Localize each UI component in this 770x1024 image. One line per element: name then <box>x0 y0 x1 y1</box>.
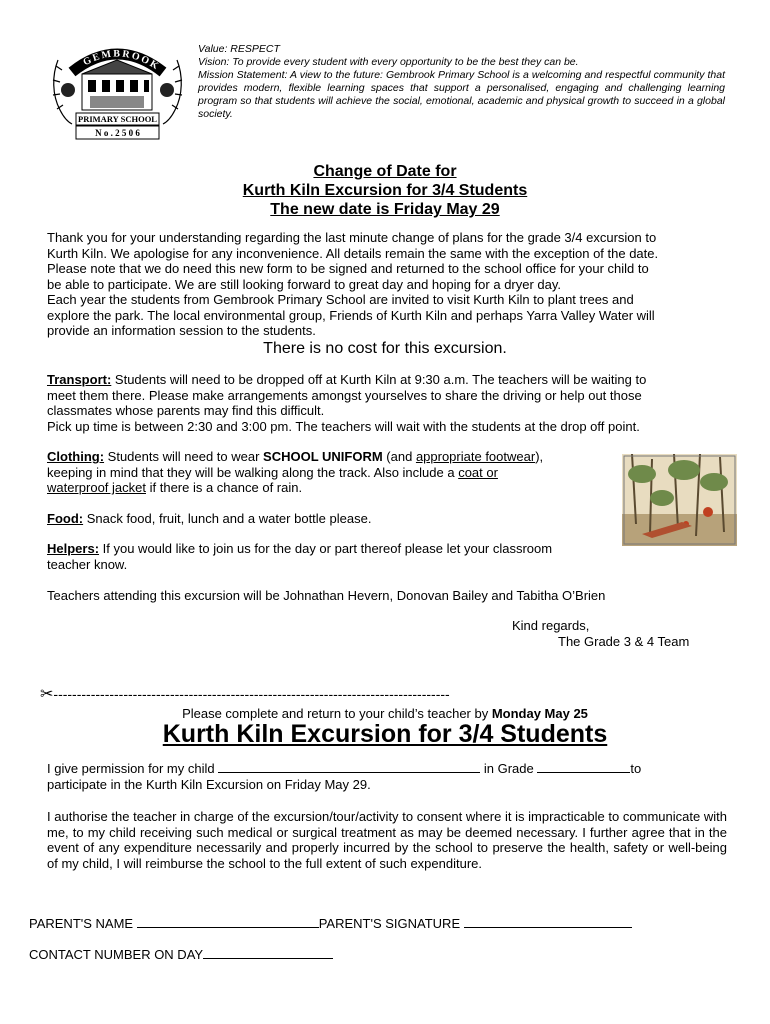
food-label: Food: <box>47 511 84 526</box>
jacket-text: waterproof jacket <box>47 480 146 495</box>
value-line: Value: RESPECT <box>198 43 280 55</box>
mission-statement: Mission Statement: A view to the future: Gembrook Primary School is a welcoming and respectful community that provides modern, flexible learning spaces that support a personalised, engaging and challenging learning program so that students will achieve the social, emotional, academic and physical growth to succeed in a global society. <box>198 69 725 120</box>
svg-text:PRIMARY SCHOOL: PRIMARY SCHOOL <box>78 114 157 124</box>
clothing-section <box>47 449 617 496</box>
title-line-1: Change of Date for <box>313 163 457 180</box>
parent-signature-field[interactable] <box>464 915 632 928</box>
intro-line: Kurth Kiln. We apologise for any inconvenience. All details remain the same with the exception of the date. <box>47 245 659 261</box>
helpers-section <box>47 541 617 572</box>
helpers-label: Helpers: <box>47 541 100 556</box>
intro-line: be able to participate. We are still looking forward to great day and hoping for a dryer day. <box>47 276 562 292</box>
kind-regards: Kind regards, <box>512 618 590 633</box>
clothing-label: Clothing: <box>47 449 105 464</box>
team-signature: The Grade 3 & 4 Team <box>558 633 690 649</box>
intro-line: explore the park. The local environmental group, Friends of Kurth Kiln and perhaps Yarra Valley Water will <box>47 307 655 323</box>
intro-line: Each year the students from Gembrook Primary School are invited to visit Kurth Kiln to plant trees and <box>47 292 634 307</box>
parent-name-label: PARENT'S NAME <box>29 916 137 931</box>
transport-text: meet them there. Please make arrangements amongst yourselves to share the driving or help out those <box>47 387 642 403</box>
title-line-2: Kurth Kiln Excursion for 3/4 Students <box>242 182 528 199</box>
dashed-line: ------------------------------------------------------------------------------------- <box>53 686 450 702</box>
clothing-text: Students will need to wear <box>104 449 264 464</box>
svg-text:GEMBROOK: GEMBROOK <box>81 48 162 73</box>
permission-text: in Grade <box>480 761 538 776</box>
signoff <box>512 618 732 649</box>
transport-label: Transport: <box>47 372 112 387</box>
clothing-text: if there is a chance of rain. <box>146 480 303 495</box>
intro-paragraph <box>47 230 727 339</box>
parent-fields <box>29 915 632 931</box>
contact-number-field[interactable] <box>203 946 333 959</box>
return-date: Monday May 25 <box>491 706 588 721</box>
clothing-text: ), <box>535 449 544 464</box>
svg-text:N o . 2 5 0 6: N o . 2 5 0 6 <box>95 128 140 138</box>
helpers-text: teacher know. <box>47 556 128 572</box>
grade-field[interactable] <box>537 760 630 773</box>
permission-text: I give permission for my child <box>47 761 219 776</box>
instruction-text: Please complete and return to your child’s teacher by <box>182 706 492 721</box>
transport-text: Students will need to be dropped off at Kurth Kiln at 9:30 a.m. The teachers will be waiting to <box>111 372 647 387</box>
clothing-text: (and <box>382 449 416 464</box>
intro-line: Thank you for your understanding regarding the last minute change of plans for the grade 3/4 excursion to <box>47 230 657 245</box>
title-line-3: The new date is Friday May 29 <box>270 201 500 218</box>
scissors-icon: ✂ <box>40 686 54 703</box>
child-name-field[interactable] <box>218 760 480 773</box>
permission-section <box>47 760 727 792</box>
school-logo <box>50 40 185 140</box>
parent-name-field[interactable] <box>137 915 319 928</box>
form-title: Kurth Kiln Excursion for 3/4 Students <box>162 720 608 748</box>
intro-line: provide an information session to the students. <box>47 323 316 338</box>
contact-fields <box>29 946 333 962</box>
parent-signature-label: PARENT'S SIGNATURE <box>318 916 464 931</box>
coat-text: coat or <box>458 464 498 480</box>
teachers-attending: Teachers attending this excursion will be Johnathan Hevern, Donovan Bailey and Tabitha O’Brien <box>47 588 606 603</box>
school-uniform: SCHOOL UNIFORM <box>263 449 383 464</box>
vision-line: Vision: To provide every student with every opportunity to be the best they can be. <box>198 56 579 68</box>
school-header <box>198 43 725 121</box>
permission-text: participate in the Kurth Kiln Excursion on Friday May 29. <box>47 776 371 792</box>
contact-number-label: CONTACT NUMBER ON DAY <box>29 947 204 962</box>
no-cost-notice: There is no cost for this excursion. <box>263 340 507 357</box>
intro-line: Please note that we do need this new form to be signed and returned to the school office for your child to <box>47 261 649 276</box>
pickup-time: Pick up time is between 2:30 and 3:00 pm. The teachers will wait with the students at the drop off point. <box>47 418 640 434</box>
cut-line <box>40 684 640 704</box>
notice-title <box>0 162 770 219</box>
clothing-text: keeping in mind that they will be walking along the track. Also include a <box>47 464 459 480</box>
food-text: Snack food, fruit, lunch and a water bottle please. <box>83 511 372 526</box>
authorise-paragraph: I authorise the teacher in charge of the excursion/tour/activity to consent where it is impracticable to communicate with me, to my child receiving such medical or surgical treatment as may be deemed necessary. I further agree that in the event of any expenditure necessarily and properly incurred by the school to preserve the health, safety or well-being of my child, I will reimburse the school to the full extent of such expenditure. <box>47 809 727 871</box>
return-instruction <box>0 706 770 721</box>
footwear-text: appropriate footwear <box>415 449 536 464</box>
helpers-text: If you would like to join us for the day or part thereof please let your classroom <box>99 541 553 556</box>
transport-section <box>47 372 727 434</box>
forest-painting-image <box>622 454 737 546</box>
transport-text: classmates whose parents may find this difficult. <box>47 403 325 418</box>
permission-text: to <box>630 761 642 776</box>
